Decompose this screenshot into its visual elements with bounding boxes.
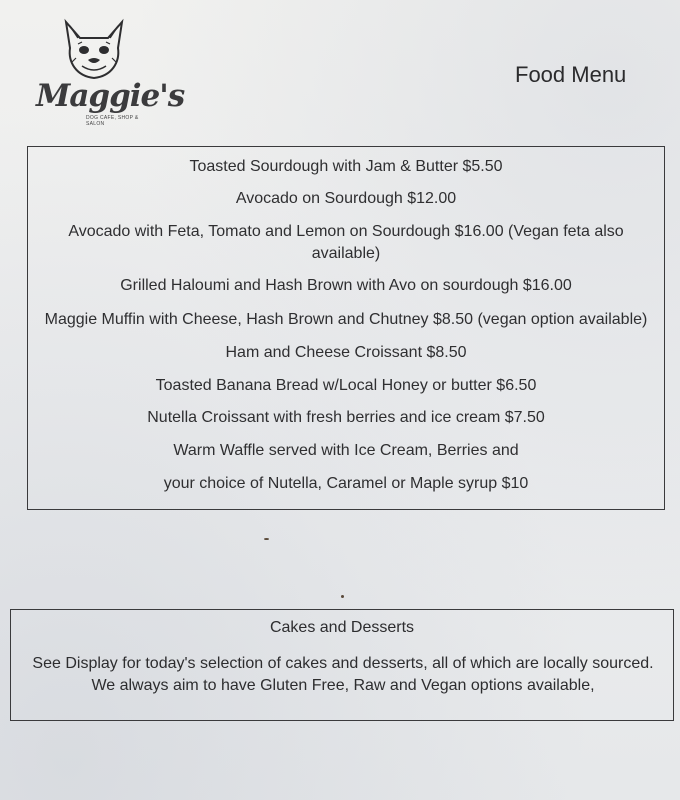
menu-item: available) <box>311 245 381 262</box>
menu-item: Toasted Sourdough with Jam & Butter $5.50 <box>189 158 503 175</box>
menu-item: Grilled Haloumi and Hash Brown with Avo on sourdough $16.00 <box>120 277 572 294</box>
french-bulldog-icon <box>54 18 134 84</box>
desserts-title: Cakes and Desserts <box>269 619 415 636</box>
menu-item: Maggie Muffin with Cheese, Hash Brown and Chutney $8.50 (vegan option available) <box>44 311 648 328</box>
menu-item: Nutella Croissant with fresh berries and ice cream $7.50 <box>147 409 545 426</box>
page-title: Food Menu <box>515 62 627 87</box>
menu-item: Avocado on Sourdough $12.00 <box>235 190 457 207</box>
brand-tagline: DOG CAFE, SHOP & SALON <box>86 115 139 127</box>
menu-item: Ham and Cheese Croissant $8.50 <box>225 344 467 361</box>
menu-item: your choice of Nutella, Caramel or Maple syrup $10 <box>163 475 529 492</box>
menu-item: Avocado with Feta, Tomato and Lemon on Sourdough $16.00 (Vegan feta also <box>68 223 624 240</box>
paper-speck <box>264 538 269 540</box>
paper-speck <box>341 595 344 598</box>
brand-name: Maggie's <box>36 78 185 114</box>
menu-item: Warm Waffle served with Ice Cream, Berries and <box>173 442 519 459</box>
brand-logo <box>36 18 185 128</box>
menu-item: Toasted Banana Bread w/Local Honey or butter $6.50 <box>155 377 537 394</box>
desserts-box <box>10 609 674 721</box>
food-menu-box <box>27 146 665 510</box>
desserts-description: See Display for today's selection of cakes and desserts, all of which are locally sourced. We always aim to have Gluten Free, Raw and Vegan options available, <box>32 655 654 694</box>
